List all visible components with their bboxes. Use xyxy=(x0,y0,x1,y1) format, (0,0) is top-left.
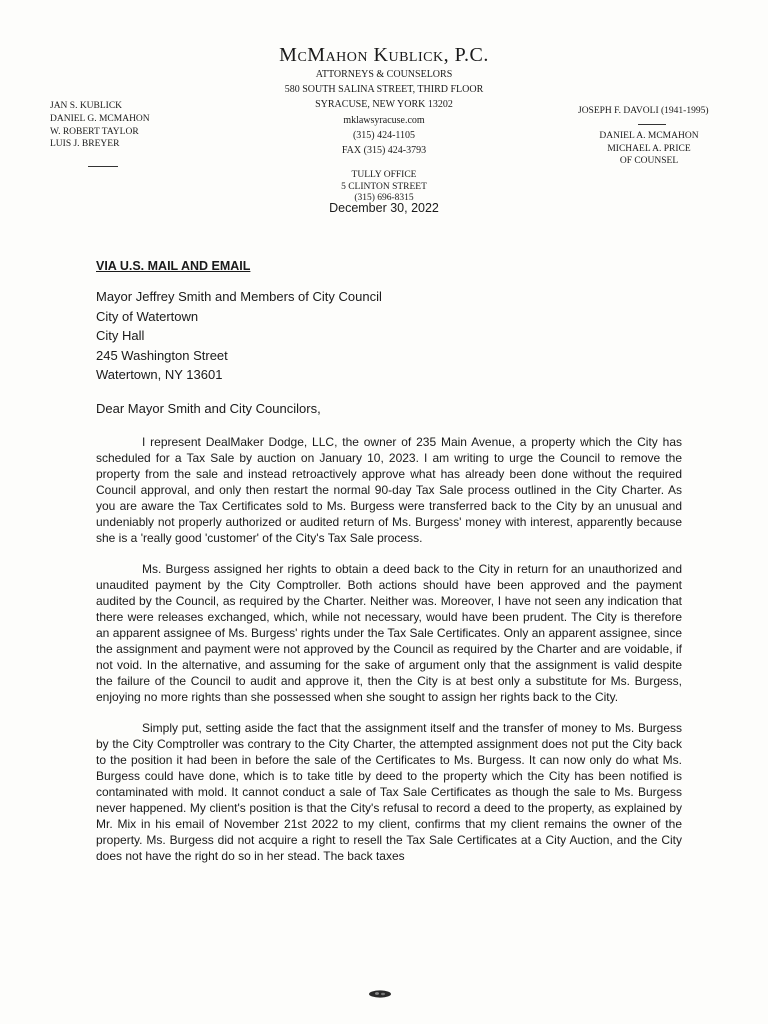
of-counsel-name: DANIEL A. MCMAHON xyxy=(599,130,699,141)
firm-name: McMahon Kublick, P.C. xyxy=(279,44,489,66)
tully-office-phone: (315) 696-8315 xyxy=(354,193,414,203)
firm-website: mklawsyracuse.com xyxy=(343,114,425,126)
tully-office-block xyxy=(0,170,768,205)
letter-date: December 30, 2022 xyxy=(329,201,439,215)
partner-name: LUIS J. BREYER xyxy=(50,139,120,150)
founder-name: JOSEPH F. DAVOLI (1941-1995) xyxy=(578,106,709,116)
of-counsel-list xyxy=(574,105,724,168)
recipient-line: Watertown, NY 13601 xyxy=(96,367,223,382)
firm-street: 580 SOUTH SALINA STREET, THIRD FLOOR xyxy=(284,84,484,96)
firm-city: SYRACUSE, NEW YORK 13202 xyxy=(315,99,453,111)
partner-name: W. ROBERT TAYLOR xyxy=(50,126,139,137)
partner-list xyxy=(50,100,150,151)
of-counsel-title: OF COUNSEL xyxy=(619,156,679,167)
firm-fax: FAX (315) 424-3793 xyxy=(341,145,427,157)
recipient-address xyxy=(96,287,382,385)
body-paragraph: Simply put, setting aside the fact that the assignment itself and the transfer of money to Ms. Burgess by the City Comptroller was contrary to the City Charter, the attempted assignment does not put the City back to the position it had been in before the sale of the Certificates to Ms. Burgess. It can now only do what Ms. Burgess could have done, which is to take title by deed to the property which the City has been notified is contaminated with mold. It cannot conduct a sale of Tax Sale Certificates as though the sale to Ms. Burgess never happened. My client's position is that the City's refusal to record a deed to the property, as explained by Mr. Mix in his email of November 21st 2022 to my client, confirms that my client remains the owner of the property. Ms. Burgess did not acquire a right to resell the Tax Sale Certificates at a City Auction, and the City does not have the right do so in her stead. The back taxes xyxy=(96,721,682,863)
delivery-method: VIA U.S. MAIL AND EMAIL xyxy=(96,259,251,273)
page-mark-icon xyxy=(368,989,392,998)
divider xyxy=(638,124,666,125)
recipient-line: City of Watertown xyxy=(96,308,199,324)
of-counsel-name: MICHAEL A. PRICE xyxy=(607,143,691,154)
body-paragraph: I represent DealMaker Dodge, LLC, the owner of 235 Main Avenue, a property which the City has scheduled for a Tax Sale by auction on January 10, 2023. I am writing to urge the Council to remove the property from the sale and instead retroactively approve what has already been done without the required Council approval, and only then restart the normal 90-day Tax Sale process outlined in the City Charter. As you are aware the Tax Certificates sold to Ms. Burgess were transferred back to the City by an unusual and undeniably not properly authorized or audited return of Ms. Burgess' money with interest, apparently because she is a 'really good 'customer' of the City's Tax Sale process. xyxy=(96,435,682,545)
partner-name: DANIEL G. MCMAHON xyxy=(50,113,150,124)
recipient-line: 245 Washington Street xyxy=(96,347,228,363)
divider xyxy=(88,166,118,167)
tully-office-label: TULLY OFFICE xyxy=(351,170,417,180)
body-paragraph: Ms. Burgess assigned her rights to obtain a deed back to the City in return for an unauthorized and unaudited payment by the City Comptroller. Both actions should have been approved and the payment audited by the Council, as required by the Charter. Neither was. Moreover, I have not seen any indication that there were releases exchanged, which, while not necessary, would have been prudent. The City is therefore an apparent assignee of Ms. Burgess' rights under the Tax Sale Certificates. Only an apparent assignee, since the assignment and payment were not approved by the Council as required by the Charter and are voidable, if not void. In the alternative, and assuming for the sake of argument only that the assignment is valid despite the failure of the Council to audit and approve it, then the City is at best only a substitute for Ms. Burgess, enjoying no more rights than she possessed when she sought to assign her rights back to the City. xyxy=(96,562,682,704)
firm-phone: (315) 424-1105 xyxy=(352,129,416,141)
salutation: Dear Mayor Smith and City Councilors, xyxy=(96,401,321,416)
firm-tagline: ATTORNEYS & COUNSELORS xyxy=(315,69,453,80)
partner-name: JAN S. KUBLICK xyxy=(50,101,123,111)
recipient-line: City Hall xyxy=(96,328,145,343)
recipient-line: Mayor Jeffrey Smith and Members of City Council xyxy=(96,289,382,304)
tully-office-street: 5 CLINTON STREET xyxy=(341,181,427,192)
letter-body xyxy=(96,434,682,864)
